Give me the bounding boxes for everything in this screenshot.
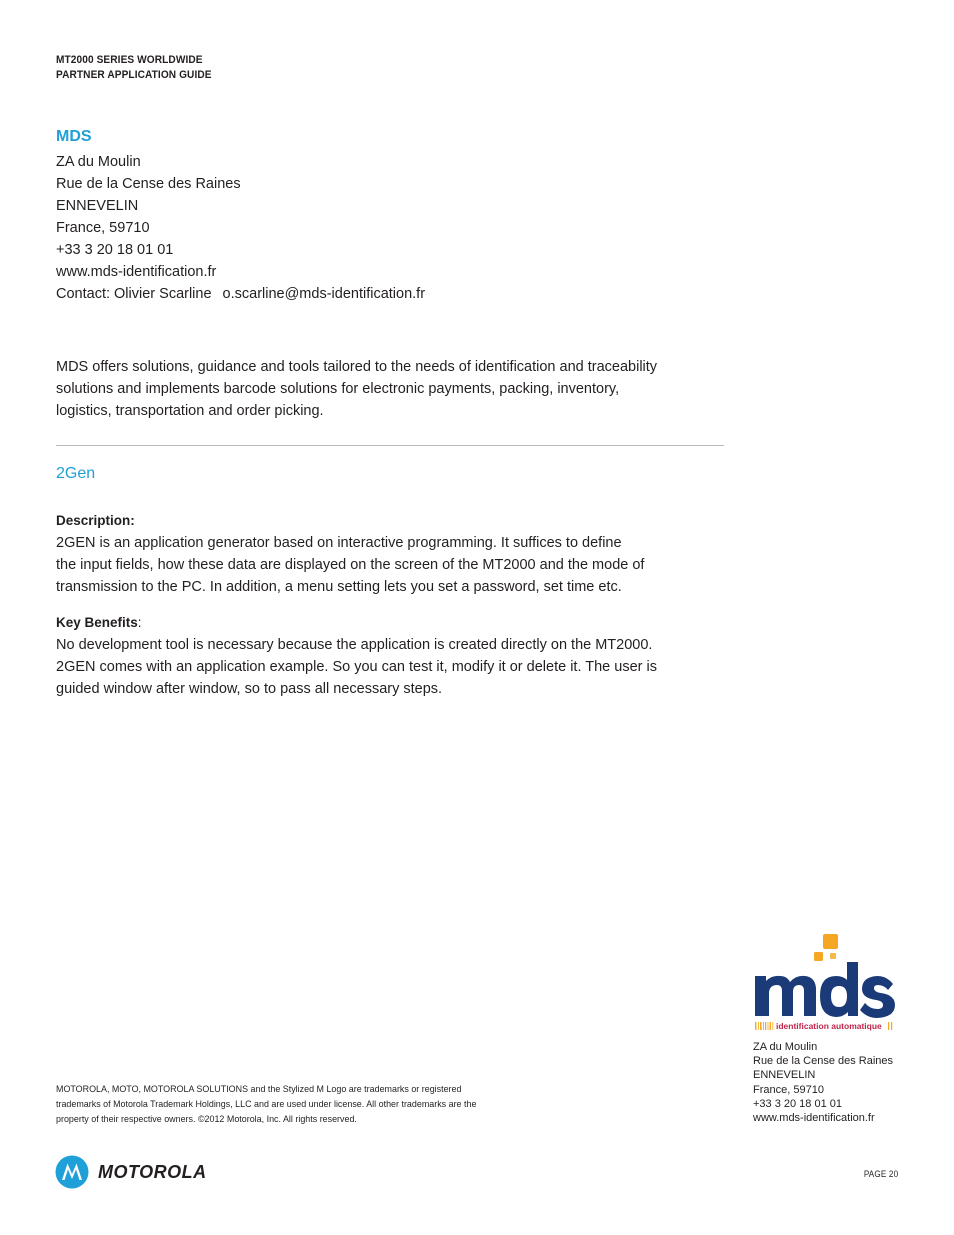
legal-line: trademarks of Motorola Trademark Holdings, LLC and are used under license. All other trademarks are the bbox=[56, 1099, 477, 1110]
address-line: France, 59710 bbox=[56, 220, 150, 236]
logo-address-line: ZA du Moulin bbox=[753, 1041, 818, 1053]
company-address bbox=[56, 151, 425, 305]
legal-notice bbox=[56, 1082, 498, 1127]
benefits-line: guided window after window, so to pass all necessary steps. bbox=[56, 681, 443, 697]
phone-number: +33 3 20 18 01 01 bbox=[56, 242, 174, 258]
document-header bbox=[56, 53, 225, 83]
intro-line: MDS offers solutions, guidance and tools tailored to the needs of identification and traceability bbox=[56, 359, 658, 375]
description-section bbox=[56, 510, 746, 598]
logo-website[interactable]: www.mds-identification.fr bbox=[753, 1112, 875, 1125]
intro-line: solutions and implements barcode solutions for electronic payments, packing, inventory, bbox=[56, 381, 620, 397]
logo-address-line: ENNEVELIN bbox=[753, 1069, 816, 1082]
page-number: PAGE 20 bbox=[863, 1169, 898, 1179]
benefits-line: No development tool is necessary because the application is created directly on the MT2000. bbox=[56, 637, 653, 653]
intro-line: logistics, transportation and order picking. bbox=[56, 403, 324, 419]
address-line: ENNEVELIN bbox=[56, 198, 139, 214]
benefits-section bbox=[56, 612, 746, 700]
legal-line: property of their respective owners. ©2012 Motorola, Inc. All rights reserved. bbox=[56, 1114, 357, 1125]
logo-phone: +33 3 20 18 01 01 bbox=[753, 1097, 842, 1110]
logo-address bbox=[753, 1040, 893, 1125]
section-divider bbox=[56, 445, 724, 446]
benefits-label bbox=[56, 612, 746, 634]
logo-address-line: Rue de la Cense des Raines bbox=[753, 1055, 894, 1068]
company-intro bbox=[56, 356, 746, 422]
motorola-wordmark: MOTOROLA bbox=[98, 1162, 207, 1182]
logo-tagline: identification automatique bbox=[776, 1021, 882, 1031]
mds-logo-icon bbox=[752, 932, 902, 1032]
benefits-label-text: Key Benefits bbox=[56, 615, 138, 630]
benefits-line: 2GEN comes with an application example. So you can test it, modify it or delete it. The user is bbox=[56, 659, 657, 675]
legal-line: MOTOROLA, MOTO, MOTOROLA SOLUTIONS and the Stylized M Logo are trademarks or registered bbox=[56, 1084, 462, 1095]
description-line: 2GEN is an application generator based on interactive programming. It suffices to define bbox=[56, 535, 622, 551]
description-label: Description: bbox=[56, 513, 135, 528]
description-line: transmission to the PC. In addition, a menu setting lets you set a password, set time etc. bbox=[56, 579, 622, 595]
contact-email[interactable]: o.scarline@mds-identification.fr bbox=[222, 286, 426, 302]
website-link[interactable]: www.mds-identification.fr bbox=[56, 264, 217, 280]
contact-name: Contact: Olivier Scarline bbox=[56, 286, 212, 302]
description-text bbox=[56, 532, 746, 598]
company-name: MDS bbox=[56, 128, 92, 145]
header-line-1: MT2000 SERIES WORLDWIDE bbox=[56, 54, 203, 66]
address-line: ZA du Moulin bbox=[56, 154, 141, 170]
benefits-label-colon: : bbox=[137, 615, 142, 630]
description-line: the input fields, how these data are displayed on the screen of the MT2000 and the mode of bbox=[56, 557, 645, 573]
address-line: Rue de la Cense des Raines bbox=[56, 176, 241, 192]
header-line-2: PARTNER APPLICATION GUIDE bbox=[56, 69, 212, 81]
logo-address-line: France, 59710 bbox=[753, 1083, 824, 1096]
motorola-logo-icon bbox=[55, 1155, 89, 1189]
mds-logo bbox=[752, 932, 902, 1032]
contact-line bbox=[56, 283, 425, 305]
benefits-text bbox=[56, 634, 746, 700]
product-title: 2Gen bbox=[56, 465, 96, 482]
